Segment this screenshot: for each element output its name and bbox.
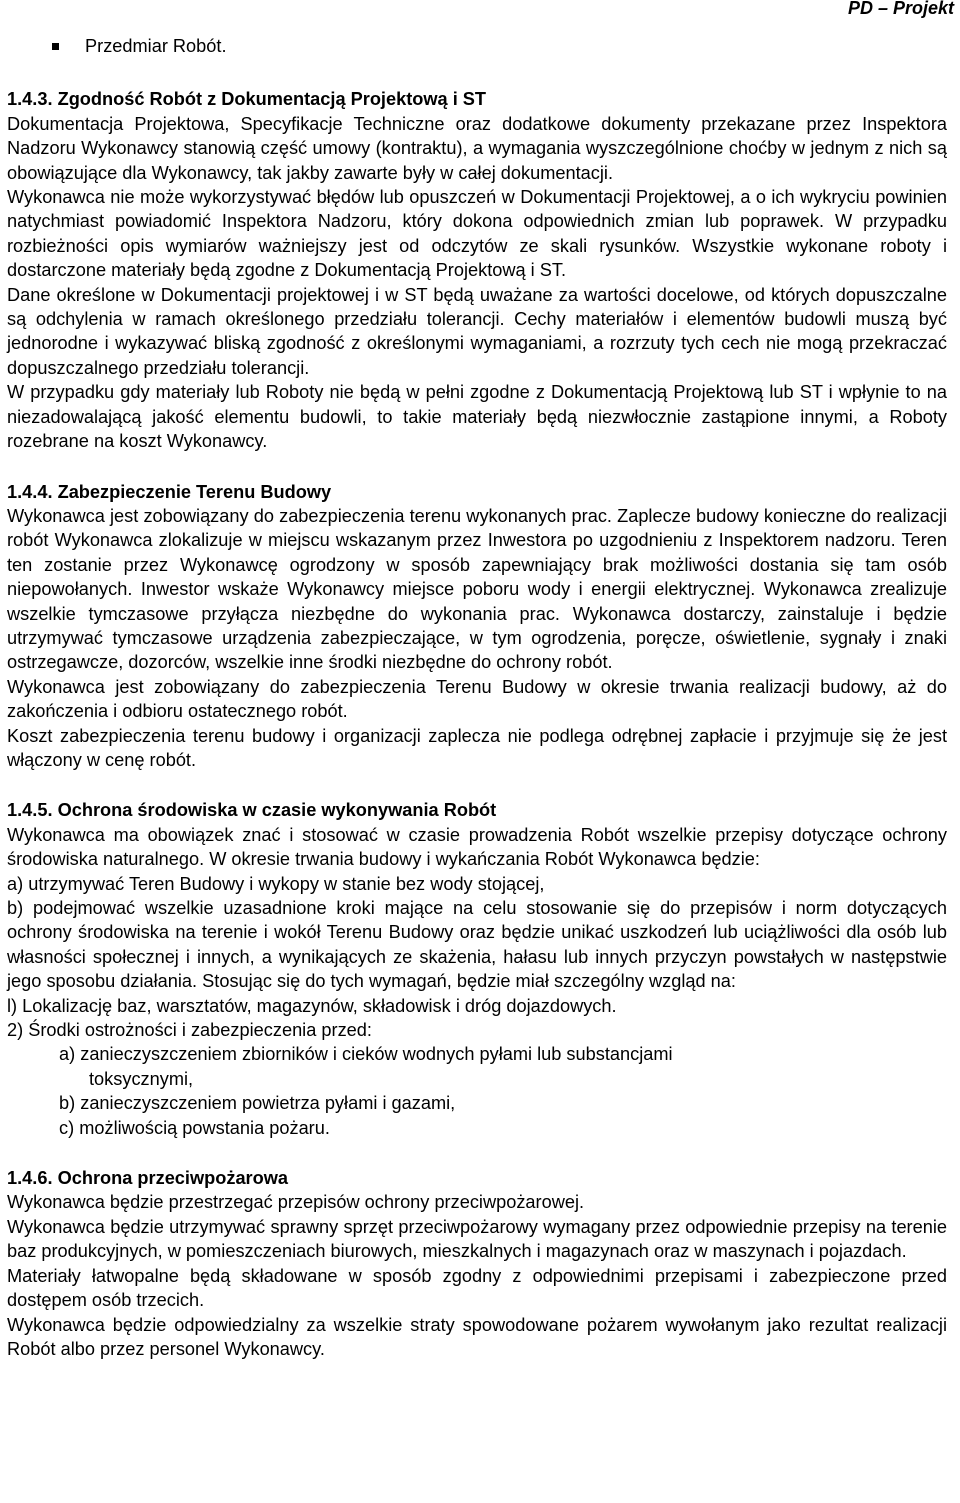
sub-list-item: a) zanieczyszczeniem zbiorników i cieków wodnych pyłami lub substancjami (59, 1044, 673, 1065)
section-1-4-4 (7, 480, 947, 773)
list-item: l) Lokalizację baz, warsztatów, magazynów, składowisk i dróg dojazdowych. (7, 995, 617, 1016)
document-page (7, 34, 947, 1361)
list-item: a) utrzymywać Teren Budowy i wykopy w stanie bez wody stojącej, (7, 873, 545, 894)
sub-list-item-continuation: toksycznymi, (89, 1068, 194, 1089)
section-number: 1.4.6. (7, 1168, 53, 1189)
paragraph: Wykonawca jest zobowiązany do zabezpieczenia Terenu Budowy w okresie trwania realizacji budowy, aż do zakończenia i odbioru ostatecznego robót. (7, 676, 947, 722)
section-number: 1.4.3. (7, 89, 53, 110)
list-item: 2) Środki ostrożności i zabezpieczenia przed: (7, 1020, 372, 1041)
paragraph: Wykonawca będzie odpowiedzialny za wszelkie straty spowodowane pożarem wywołanym jako rezultat realizacji Robót albo przez personel Wykonawcy. (7, 1314, 947, 1359)
section-heading (7, 1166, 947, 1190)
list-item: b) podejmować wszelkie uzasadnione kroki mające na celu stosowanie się do przepisów i norm dotyczących ochrony środowiska na terenie i wokół Terenu Budowy oraz będzie unikać uszkodzeń lub uciążliwości dla osób lub własności społecznej i innych, a wynikających ze skażenia, hałasu lub innych przyczyn powstałych w następstwie jego sposobu działania. Stosując się do tych wymagań, będzie miał szczególny wzgląd na: (7, 898, 947, 992)
section-1-4-3 (7, 87, 947, 453)
paragraph: Wykonawca nie może wykorzystywać błędów lub opuszczeń w Dokumentacji Projektowej, a o ich wykryciu powinien natychmiast powiadomić Inspektora Nadzoru, który dokona odpowiednich zmian lub poprawek. W przypadku rozbieżności opis wymiarów ważniejszy jest od odczytów ze skali rysunków. Wszystkie wykonane roboty i dostarczone materiały będą zgodne z Dokumentacją Projektową i ST. (7, 187, 947, 281)
paragraph: W przypadku gdy materiały lub Roboty nie będą w pełni zgodne z Dokumentacją Projektową lub ST i wpłynie to na niezadowalającą jakość elementu budowli, to takie materiały będą niezwłocznie zastąpione innymi, a Roboty rozebrane na koszt Wykonawcy. (7, 382, 947, 452)
paragraph: Koszt zabezpieczenia terenu budowy i organizacji zaplecza nie podlega odrębnej zapłacie i przyjmuje się że jest włączony w cenę robót. (7, 725, 947, 770)
section-1-4-6 (7, 1166, 947, 1361)
bullet-item (7, 34, 947, 58)
section-number: 1.4.4. (7, 481, 53, 502)
header-brand: PD – Projekt (847, 0, 954, 18)
paragraph: Dane określone w Dokumentacji projektowej i w ST będą uważane za wartości docelowe, od których dopuszczalne są odchylenia w ramach określonego przedziału tolerancji. Cechy materiałów i elementów budowli muszą być jednorodne i wykazywać bliską zgodność z określonymi wymaganiami, a rozrzuty tych cech nie mogą przekraczać dopuszczalnego przedziału tolerancji. (7, 284, 947, 378)
sub-list-item: c) możliwością powstania pożaru. (59, 1117, 330, 1138)
section-title: Ochrona przeciwpożarowa (57, 1168, 289, 1189)
paragraph: Wykonawca ma obowiązek znać i stosować w czasie prowadzenia Robót wszelkie przepisy dotyczące ochrony środowiska naturalnego. W okresie trwania budowy i wykańczania Robót Wykonawca będzie: (7, 824, 947, 870)
paragraph: Wykonawca będzie przestrzegać przepisów ochrony przeciwpożarowej. (7, 1192, 585, 1213)
paragraph: Wykonawca jest zobowiązany do zabezpieczenia terenu wykonanych prac. Zaplecze budowy konieczne do realizacji robót Wykonawca zlokalizuje w miejscu wskazanym przez Inwestora po uzgodnieniu z Inspektorem nadzoru. Teren ten zostanie przez Wykonawcę ogrodzony w sposób zapewniający brak możliwości dostania się tam osób niepowołanych. Inwestor wskaże Wykonawcy miejsce poboru wody i energii elektrycznej. Wykonawca zrealizuje wszelkie tymczasowe przyłącza niezbędne do wykonania prac. Wykonawca dostarczy, zainstaluje i będzie utrzymywać tymczasowe urządzenia zabezpieczające, w tym ogrodzenia, poręcze, oświetlenie, sygnały i znaki ostrzegawcze, dozorców, wszelkie inne środki niezbędne do ochrony robót. (7, 505, 947, 673)
section-title: Zabezpieczenie Terenu Budowy (57, 481, 332, 502)
sub-list-item: b) zanieczyszczeniem powietrza pyłami i gazami, (59, 1093, 456, 1114)
paragraph: Wykonawca będzie utrzymywać sprawny sprzęt przeciwpożarowy wymagany przez odpowiednie przepisy na terenie baz produkcyjnych, w pomieszczeniach biurowych, mieszkalnych i magazynach oraz w maszynach i pojazdach. (7, 1216, 947, 1262)
section-number: 1.4.5. (7, 800, 53, 821)
section-heading (7, 798, 947, 822)
paragraph: Dokumentacja Projektowa, Specyfikacje Techniczne oraz dodatkowe dokumenty przekazane przez Inspektora Nadzoru Wykonawcy stanowią część umowy (kontraktu), a wymagania wyszczególnione choćby w jednym z nich są obowiązujące dla Wykonawcy, tak jakby zawarte były w całej dokumentacji. (7, 113, 947, 183)
section-title: Zgodność Robót z Dokumentacją Projektową i ST (57, 89, 487, 110)
section-heading (7, 87, 947, 111)
paragraph: Materiały łatwopalne będą składowane w sposób zgodny z odpowiednimi przepisami i zabezpieczone przed dostępem osób trzecich. (7, 1265, 947, 1311)
section-heading (7, 480, 947, 504)
bullet-text: Przedmiar Robót. (85, 36, 227, 56)
section-1-4-5 (7, 798, 947, 1140)
section-title: Ochrona środowiska w czasie wykonywania Robót (57, 800, 497, 821)
square-bullet-icon (52, 43, 59, 50)
